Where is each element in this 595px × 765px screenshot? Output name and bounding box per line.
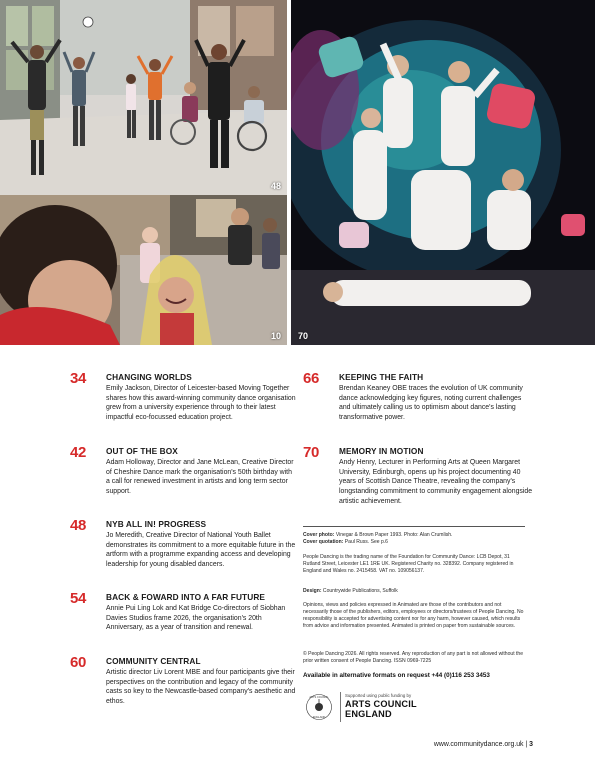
entry-title: COMMUNITY CENTRAL <box>106 656 201 666</box>
entry-page-number: 70 <box>303 444 320 461</box>
entry-page-number: 66 <box>303 370 320 387</box>
contents-entry[interactable] <box>303 372 543 432</box>
design-credit <box>303 588 525 595</box>
arts-council-logo-line2: ENGLAND <box>345 708 392 719</box>
cover-quote-text: Paul Russ. See p.6 <box>344 538 388 545</box>
contents-entry[interactable] <box>70 372 300 432</box>
entry-description: Annie Pui Ling Lok and Kat Bridge Co-directors of Siobhan Davies Studios frame 2026, the organisation's 20th Anniversary, as a year of transition and renewal. <box>106 605 286 632</box>
svg-text:ENGLAND: ENGLAND <box>312 716 326 719</box>
entry-title: MEMORY IN MOTION <box>339 446 424 456</box>
entry-description: Andy Henry, Lecturer in Performing Arts at Queen Margaret University, Edinburgh, opens up his project documenting 40 years of Scottish Dance Theatre, revealing the company's longstanding commitment to community engagement alongside artistic achievement. <box>339 459 533 505</box>
cover-quote-label: Cover quotation: <box>303 538 344 545</box>
logo-divider <box>340 692 341 722</box>
footer-url[interactable]: www.communitydance.org.uk <box>433 741 524 748</box>
entry-title: KEEPING THE FAITH <box>339 372 424 382</box>
alt-formats-note: Available in alternative formats on request +44 (0)116 253 3453 <box>303 672 490 679</box>
cover-photo-text: Vinegar & Brown Paper 1993. Photo: Alan Crumlish. <box>335 532 453 538</box>
entry-description: Emily Jackson, Director of Leicester-based Moving Together shares how this award-winning community dance organisation grew from a university experience through to their latest impactful eco-focussed education project. <box>106 385 296 422</box>
photo-dance-studio <box>0 0 287 195</box>
entry-page-number: 48 <box>70 517 87 534</box>
entry-description: Artistic director Liv Lorent MBE and four participants give their perspectives on the contribution and legacy of the community casts so key to the Newcastle-based company's aesthetic and ethos. <box>106 669 296 706</box>
funding-note: Supported using public funding by <box>345 693 412 698</box>
copyright: © People Dancing 2026. All rights reserved. Any reproduction of any part is not allowed without the prior written consent of People Dancing. ISSN 0969-7225 <box>303 651 524 664</box>
entry-description: Jo Meredith, Creative Director of National Youth Ballet demonstrates its commitment to a more equitable future in the artform with a programme expanding access and developing leadership for young disabled dancers. <box>106 532 296 569</box>
trading-statement: People Dancing is the trading name of the Foundation for Community Dance: LCB Depot, 31 Rutland Street, Leicester LE1 1RE UK. Registered Charity no. 328392. Company registered in England and Wales no. 2415458. VAT no. 109056137. <box>303 554 514 574</box>
contents-entry[interactable] <box>70 592 300 652</box>
entry-title: CHANGING WORLDS <box>106 372 192 382</box>
entry-title: NYB ALL IN! PROGRESS <box>106 519 207 529</box>
contents-entry[interactable] <box>70 446 300 506</box>
contents-entry[interactable] <box>303 446 543 516</box>
entry-description: Brendan Keaney OBE traces the evolution of UK community dance acknowledging key figures, noting current challenges and ultimately calling us to optimism about dance's lasting transformative power. <box>339 385 523 422</box>
photo-page-number: 48 <box>270 181 281 191</box>
photo-stage-performance <box>291 0 595 345</box>
arts-council-logo <box>345 700 417 720</box>
photo-page-number: 10 <box>270 331 281 341</box>
page-footer <box>434 741 533 748</box>
arts-council-seal-icon <box>305 693 333 721</box>
entry-page-number: 54 <box>70 590 87 607</box>
cover-photo-label: Cover photo: <box>303 532 335 538</box>
page-number: 3 <box>529 741 533 748</box>
cover-credits <box>303 532 525 546</box>
contents-entry[interactable] <box>70 656 300 716</box>
disclaimer: Opinions, views and policies expressed in Animated are those of the contributors and not necessarily those of the publishers, editors, employees or directors/trustees of People Dancing. No responsibility is accepted for advertising content nor for any harm, however caused, which results from advice and information presented. Animated is printed on paper from sustainable sources. <box>303 602 524 629</box>
design-text: Countrywide Publications, Suffolk <box>322 588 398 594</box>
entry-description: Adam Holloway, Director and Jane McLean, Creative Director of Cheshire Dance mark the organisation's 50th birthday with a call for renewed investment in artists and long term sector support. <box>106 459 294 496</box>
contents-entry[interactable] <box>70 519 300 579</box>
svg-text:ARTS COUNCIL: ARTS COUNCIL <box>309 696 329 700</box>
entry-page-number: 42 <box>70 444 87 461</box>
photo-child-with-scarf <box>0 195 287 345</box>
entry-title: BACK & FOWARD INTO A FAR FUTURE <box>106 592 266 602</box>
design-label: Design: <box>303 588 322 594</box>
divider <box>303 526 525 527</box>
photo-page-number: 70 <box>298 331 309 341</box>
footer-separator: | <box>525 741 528 748</box>
entry-page-number: 60 <box>70 654 87 671</box>
entry-page-number: 34 <box>70 370 87 387</box>
entry-title: OUT OF THE BOX <box>106 446 178 456</box>
arts-council-logo-line1: ARTS COUNCIL <box>345 699 417 709</box>
